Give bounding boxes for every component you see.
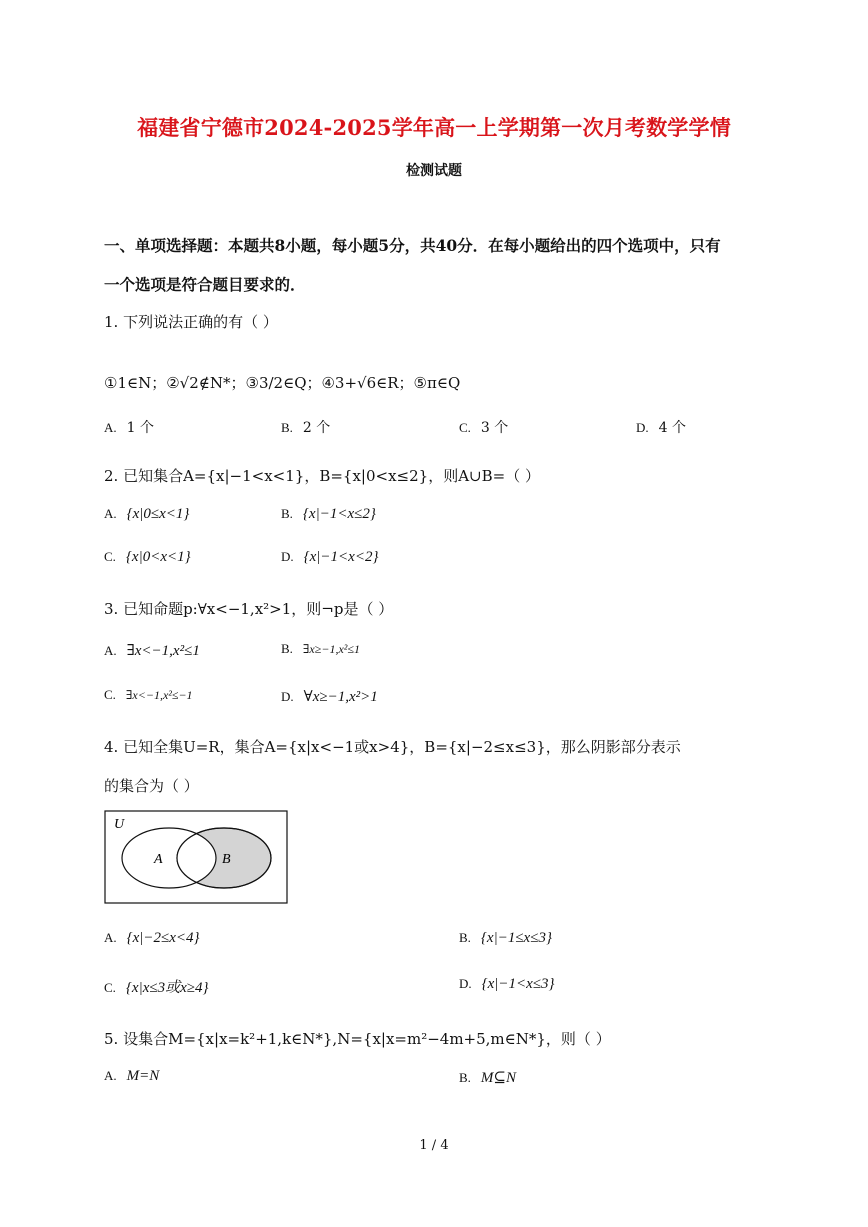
q4-option-b: B. {x|−1≤x≤3}: [459, 930, 552, 946]
q3-option-d: D. ∀x≥−1,x²>1: [281, 689, 378, 705]
q5-option-a: A. M=N: [104, 1068, 160, 1084]
venn-label-u: U: [114, 817, 125, 832]
q1-statements: ①1∈N；②√2∉N*；③3/2∈Q；④3+√6∈R；⑤π∈Q: [104, 374, 461, 392]
venn-label-b: B: [222, 852, 231, 867]
q2-option-d: D. {x|−1<x<2}: [281, 549, 379, 565]
q4-stem-line2: 的集合为（ ）: [104, 777, 199, 795]
q2-stem: 2. 已知集合A={x|−1<x<1}，B={x|0<x≤2}，则A∪B=（ ）: [104, 467, 540, 485]
q3-option-b: B. ∃x≥−1,x²≤1: [281, 641, 360, 656]
q4-option-d: D. {x|−1<x≤3}: [459, 976, 555, 992]
exam-title: 福建省宁德市2024-2025学年高一上学期第一次月考数学学情: [137, 115, 731, 140]
venn-label-a: A: [154, 852, 163, 867]
q5-stem: 5. 设集合M={x|x=k²+1,k∈N*},N={x|x=m²−4m+5,m∈N*}，则（ ）: [104, 1030, 611, 1048]
q2-option-a: A. {x|0≤x<1}: [104, 506, 190, 522]
q4-stem-line1: 4. 已知全集U=R，集合A={x|x<−1或x>4}，B={x|−2≤x≤3}，那么阴影部分表示: [104, 738, 681, 756]
exam-subtitle: 检测试题: [406, 163, 462, 179]
q4-option-a: A. {x|−2≤x<4}: [104, 930, 200, 946]
q4-option-c: C. {x|x≤3或x≥4}: [104, 980, 209, 996]
section-heading-line2: 一个选项是符合题目要求的．: [104, 275, 306, 294]
section-heading-line1: 一、单项选择题：本题共8小题，每小题5分，共40分．在每小题给出的四个选项中，只有: [104, 236, 721, 255]
q1-option-d: D. 4 个: [636, 420, 686, 436]
venn-diagram: [104, 810, 290, 906]
q2-option-c: C. {x|0<x<1}: [104, 549, 191, 565]
q1-stem: 1. 下列说法正确的有（ ）: [104, 313, 278, 331]
q1-option-c: C. 3 个: [459, 420, 509, 436]
q1-option-b: B. 2 个: [281, 420, 331, 436]
page-number: 1 / 4: [419, 1138, 449, 1153]
q3-option-a: A. ∃x<−1,x²≤1: [104, 643, 200, 659]
q2-option-b: B. {x|−1<x≤2}: [281, 506, 376, 522]
q1-option-a: A. 1 个: [104, 420, 154, 436]
q5-option-b: B. M⊆N: [459, 1070, 516, 1086]
q3-stem: 3. 已知命题p:∀x<−1,x²>1，则¬p是（ ）: [104, 600, 394, 618]
q3-option-c: C. ∃x<−1,x²≤−1: [104, 687, 193, 702]
